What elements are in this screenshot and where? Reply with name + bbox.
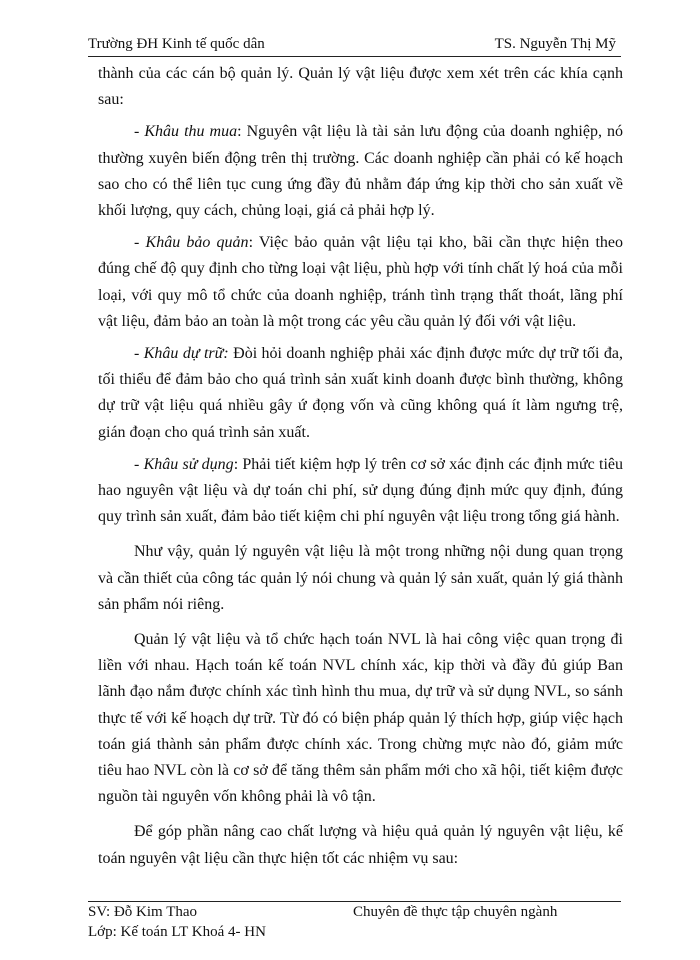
header-instructor: TS. Nguyễn Thị Mỹ: [494, 36, 616, 52]
paragraph-purchasing: - Khâu thu mua: Nguyên vật liệu là tài sản lưu động của doanh nghiệp, nó thường xuyên biến động trên thị trường. Các doanh nghiệp cần phải có kế hoạch sao cho có thể liên tục cung ứng đầy đủ nhằm đáp ứng kịp thời cho sản xuất về khối lượng, quy cách, chủng loại, giá cả phải hợp lý.: [98, 123, 624, 220]
footer-class: Lớp: Kế toán LT Khoá 4- HN: [88, 924, 266, 940]
paragraph-reserve: - Khâu dự trữ: Đòi hỏi doanh nghiệp phải xác định được mức dự trữ tối đa, tối thiểu để đảm bảo cho quá trình sản xuất kinh doanh được bình thường, không dự trữ vật liệu quá nhiều gây ứ đọng vốn và cũng không quá ít làm ngưng trệ, gián đoạn cho quá trình sản xuất.: [98, 345, 624, 441]
footer-student: SV: Đỗ Kim Thao: [88, 904, 198, 920]
footer-topic: Chuyên đề thực tập chuyên ngành: [353, 904, 558, 920]
paragraph-intro: thành của các cán bộ quản lý. Quản lý vật liệu được xem xét trên các khía cạnh sau:: [98, 65, 623, 109]
term-reserve: Khâu dự trữ:: [143, 345, 229, 363]
header-school: Trường ĐH Kinh tế quốc dân: [88, 36, 265, 52]
page-footer: [88, 903, 621, 953]
paragraph-usage: - Khâu sử dụng: Phải tiết kiệm hợp lý trên cơ sở xác định các định mức tiêu hao nguyên vật liệu và dự toán chi phí, sử dụng đúng định mức quy định, đúng quy trình sản xuất, đảm bảo tiết kiệm chi phí nguyên vật liệu trong tổng giá hành.: [98, 455, 624, 526]
paragraph-accounting: Quản lý vật liệu và tổ chức hạch toán NVL là hai công việc quan trọng đi liền với nhau. Hạch toán kế toán NVL chính xác, kịp thời và đầy đủ giúp Ban lãnh đạo nắm được chính xác tình hình thu mua, dự trữ và sử dụng NVL, so sánh thực tế với kế hoạch dự trữ. Từ đó có biện pháp quản lý thích hợp, giúp việc hạch toán giá thành sản phẩm được chính xác. Trong chừng mực nào đó, giảm mức tiêu hao NVL còn là cơ sở để tăng thêm sản phẩm mới cho xã hội, tiết kiệm được nguồn tài nguyên vốn không phải là vô tận.: [98, 631, 623, 806]
paragraph-storage: - Khâu bảo quản: Việc bảo quản vật liệu tại kho, bãi cần thực hiện theo đúng chế độ quy định cho từng loại vật liệu, phù hợp với tính chất lý hoá của mỗi loại, với quy mô tổ chức của doanh nghiệp, tránh tình trạng thất thoát, lãng phí vật liệu, đảm bảo an toàn là một trong các yêu cầu quản lý đối với vật liệu.: [98, 234, 623, 330]
term-storage: Khâu bảo quản: [145, 234, 249, 252]
term-purchasing: Khâu thu mua: [144, 123, 238, 141]
header-rule: [88, 56, 621, 57]
document-body: [98, 61, 623, 872]
term-usage: Khâu sử dụng: [143, 455, 234, 473]
footer-rule: [88, 901, 621, 902]
paragraph-tasks: Để góp phần nâng cao chất lượng và hiệu quả quản lý nguyên vật liệu, kế toán nguyên vật liệu cần thực hiện tốt các nhiệm vụ sau:: [98, 823, 623, 867]
paragraph-summary: Như vậy, quản lý nguyên vật liệu là một trong những nội dung quan trọng và cần thiết của công tác quản lý nói chung và quản lý sản xuất, quản lý giá thành sản phẩm nói riêng.: [98, 543, 623, 613]
